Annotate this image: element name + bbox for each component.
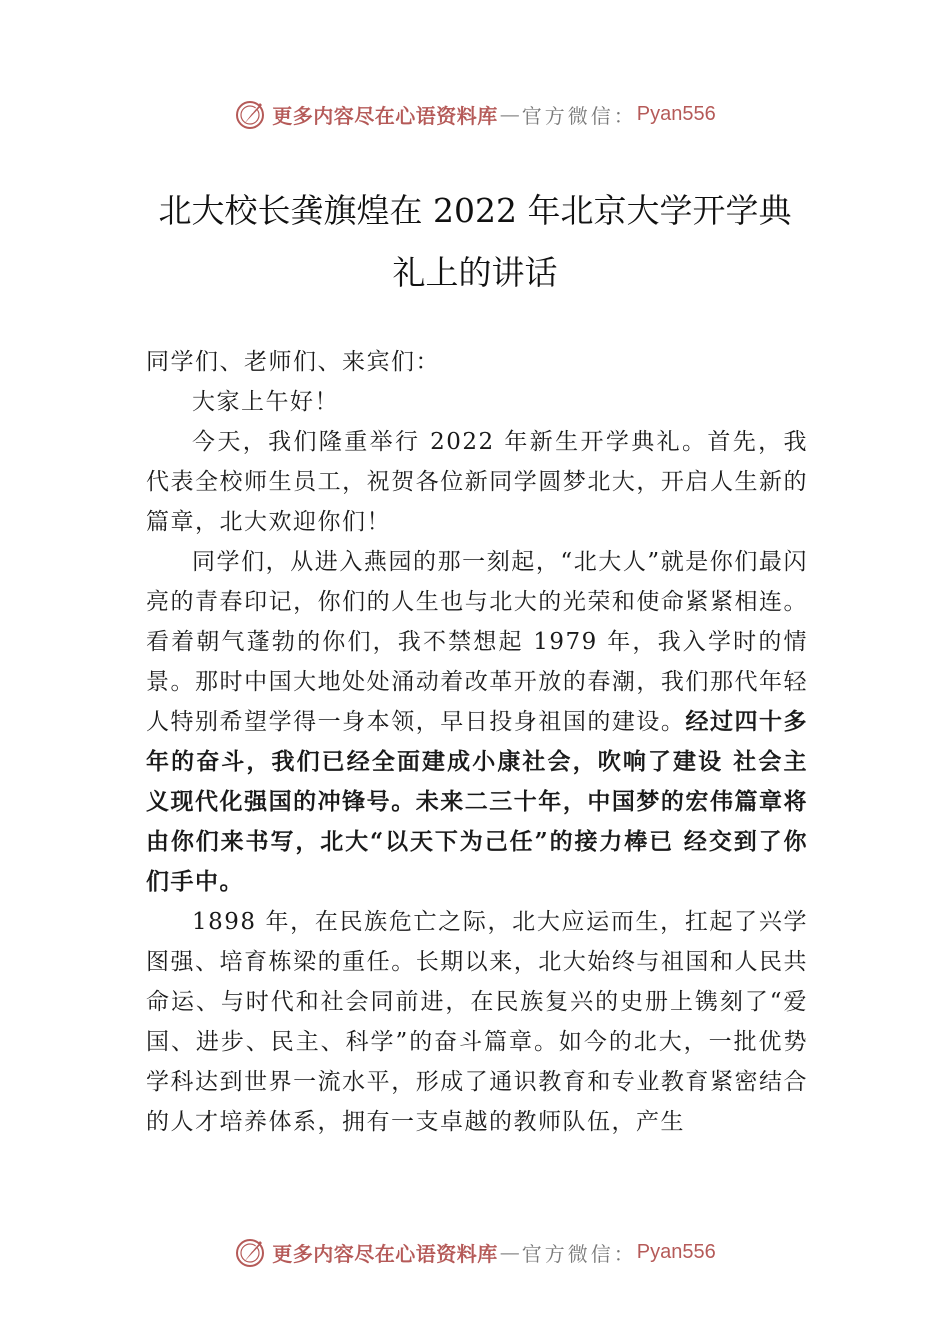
paragraph-3: 1898 年，在民族危亡之际，北大应运而生，扛起了兴学图强、培育栋梁的重任。长期以来，北大始终与祖国和人民共命运、与时代和社会同前进，在民族复兴的史册上镌刻了“爱国、进步、民主、科学”的奋斗篇章。如今的北大，一批优势学科达到世界一流水平，形成了通识教育和专业教育紧密结合的人才培养体系，拥有一支卓越的教师队伍，产生 [146,909,808,1135]
watermark-separator: — [499,102,520,126]
paragraph-2-bold: 经过四十多年的奋斗，我们已经全面建成小康社会，吹响了建设 社会主义现代化强国的冲锋号。未来二三十年，中国梦的宏伟篇章将由你们来书写，北大“以天下为己任”的接力棒已 经交到了你们手中。 [146,708,809,895]
paragraph-2-normal: 同学们，从进入燕园的那一刻起，“北大人”就是你们最闪亮的青春印记，你们的人生也与北大的光荣和使命紧紧相连。看着朝气蓬勃的你们，我不禁想起 1979 年，我入学时的情景。那时中国大地处处涌动着改革开放的春潮，我们那代年轻人特别希望学得一身本领，早日投身祖国的建设。 [146,549,808,735]
watermark-header [0,94,950,134]
watermark-brand: 更多内容尽在心语资料库 [272,103,498,128]
speech-body [146,342,808,1142]
title-line-1: 北大校长龚旗煌在 2022 年北京大学开学典 [158,191,792,230]
greeting: 大家上午好！ [192,389,339,415]
paragraph-1: 今天，我们隆重举行 2022 年新生开学典礼。首先，我代表全校师生员工，祝贺各位新同学圆梦北大，开启人生新的篇章，北大欢迎你们！ [146,429,808,535]
quill-logo-icon [234,1235,268,1269]
title-line-2: 礼上的讲话 [392,253,558,292]
watermark-wechat-label: 官方微信： [521,1241,637,1266]
watermark-footer [0,1232,950,1272]
watermark-account: Pyan556 [636,1240,716,1263]
document-title [140,180,810,304]
watermark-account: Pyan556 [636,102,716,125]
watermark-separator: — [499,1240,520,1264]
salutation: 同学们、老师们、来宾们： [146,349,440,375]
quill-logo-icon [234,97,268,131]
watermark-wechat-label: 官方微信： [521,103,637,128]
paragraph-2 [146,542,808,902]
watermark-brand: 更多内容尽在心语资料库 [272,1241,498,1266]
